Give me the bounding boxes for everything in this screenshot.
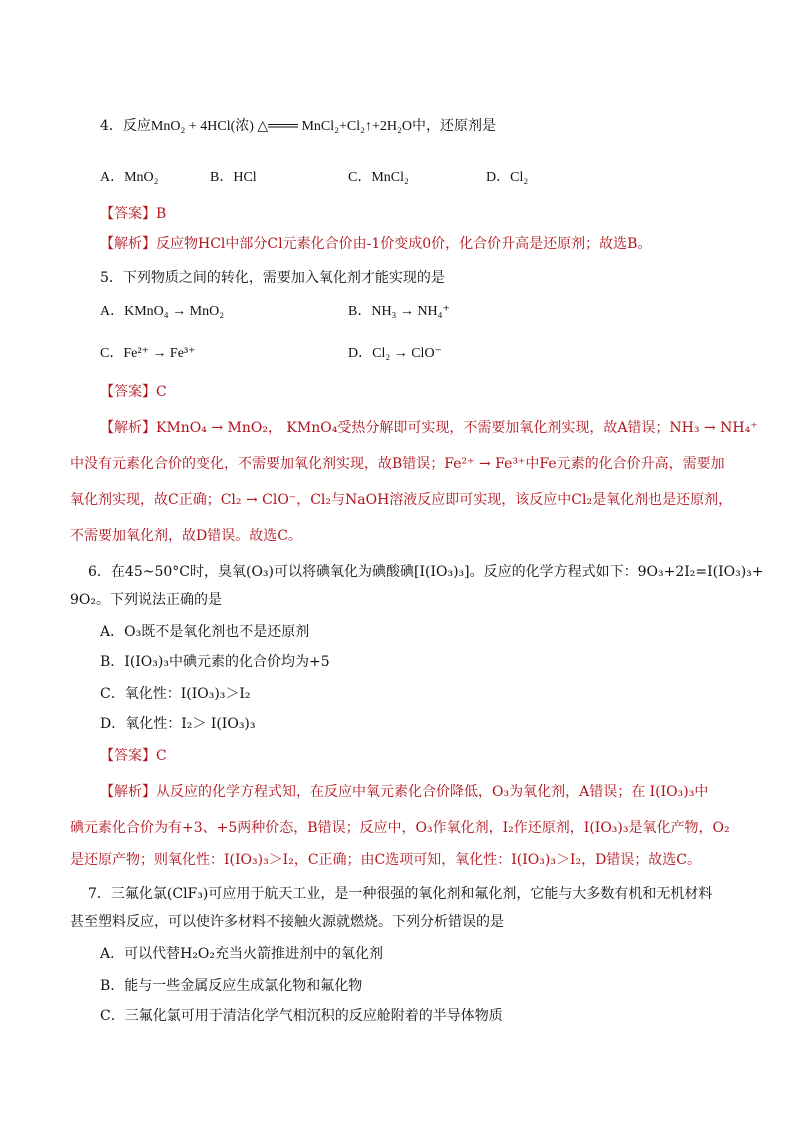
q6-analysis-line-1: 【解析】从反应的化学方程式知，在反应中氧元素化合价降低，O₃为氧化剂，A错误；在 I(IO₃)₃中	[100, 784, 709, 800]
q6-option-a: A．O₃既不是氧化剂也不是还原剂	[100, 624, 310, 640]
q5-analysis-line-2: 中没有元素化合价的变化，不需要加氧化剂实现，故B错误；Fe²⁺ → Fe³⁺中Fe元素的化合价升高，需要加	[70, 456, 725, 472]
q7-stem-line-2: 甚至塑料反应，可以使许多材料不接触火源就燃烧。下列分析错误的是	[70, 914, 504, 930]
q7-option-c: C．三氟化氯可用于清洁化学气相沉积的反应舱附着的半导体物质	[100, 1008, 503, 1024]
q5-analysis-line-4: 不需要加氧化剂，故D错误。故选C。	[70, 528, 302, 544]
q5-analysis-line-1: 【解析】KMnO₄ → MnO₂， KMnO₄受热分解即可实现，不需要加氧化剂实现，故A错误；NH₃ → NH₄⁺	[100, 420, 758, 436]
q5-option-b: B．NH₃ → NH₄⁺	[348, 304, 450, 319]
q6-answer: 【答案】C	[100, 748, 167, 764]
q5-option-d: D．Cl₂ → ClO⁻	[348, 346, 442, 361]
q4-option-d: D．Cl₂	[486, 170, 529, 185]
q5-analysis-line-3: 氧化剂实现，故C正确；Cl₂ → ClO⁻，Cl₂与NaOH溶液反应即可实现，该反应中Cl₂是氧化剂也是还原剂，	[70, 492, 733, 508]
q4-analysis: 【解析】反应物HCl中部分Cl元素化合价由-1价变成0价，化合价升高是还原剂；故选B。	[100, 236, 652, 252]
q6-option-c: C．氧化性：I(IO₃)₃＞I₂	[100, 686, 251, 702]
q7-option-a: A．可以代替H₂O₂充当火箭推进剂中的氧化剂	[100, 946, 384, 962]
q4-stem-prefix: 4．反应	[100, 118, 151, 134]
q4-option-c: C．MnCl₂	[348, 170, 409, 185]
q5-answer: 【答案】C	[100, 384, 167, 400]
q6-option-d: D．氧化性：I₂＞ I(IO₃)₃	[100, 716, 256, 732]
q7-stem-line-1: 7．三氟化氯(ClF₃)可应用于航天工业，是一种很强的氧化剂和氟化剂，它能与大多数有机和无机材料	[88, 886, 713, 902]
q4-equation: MnO₂ + 4HCl(浓) △═══ MnCl₂+Cl₂↑+2H₂O	[150, 119, 412, 134]
q6-option-b: B．I(IO₃)₃中碘元素的化合价均为+5	[100, 654, 330, 670]
q4-answer: 【答案】B	[100, 206, 167, 222]
q7-option-b: B．能与一些金属反应生成氯化物和氟化物	[100, 978, 363, 994]
q6-analysis-line-2: 碘元素化合价为有+3、+5两种价态，B错误；反应中，O₃作氧化剂，I₂作还原剂，I(IO₃)₃是氧化产物，O₂	[70, 820, 730, 836]
q5-option-a: A．KMnO₄ → MnO₂	[100, 304, 225, 319]
q5-stem: 5．下列物质之间的转化，需要加入氧化剂才能实现的是	[100, 270, 445, 286]
q6-analysis-line-3: 是还原产物；则氧化性：I(IO₃)₃＞I₂，C正确；由C选项可知，氧化性：I(IO₃)₃＞I₂，D错误；故选C。	[70, 852, 702, 868]
q4-stem	[100, 116, 496, 137]
q5-option-c: C．Fe²⁺ → Fe³⁺	[100, 346, 196, 361]
q4-stem-suffix: 中，还原剂是	[412, 118, 496, 134]
q4-option-a: A．MnO₂	[100, 170, 159, 185]
q6-stem-line-2: 9O₂。下列说法正确的是	[70, 592, 222, 608]
q6-stem-line-1: 6．在45~50°C时，臭氧(O₃)可以将碘氧化为碘酸碘[I(IO₃)₃]。反应的化学方程式如下：9O₃+2I₂=I(IO₃)₃+	[88, 564, 764, 580]
q4-option-b: B．HCl	[210, 170, 257, 185]
